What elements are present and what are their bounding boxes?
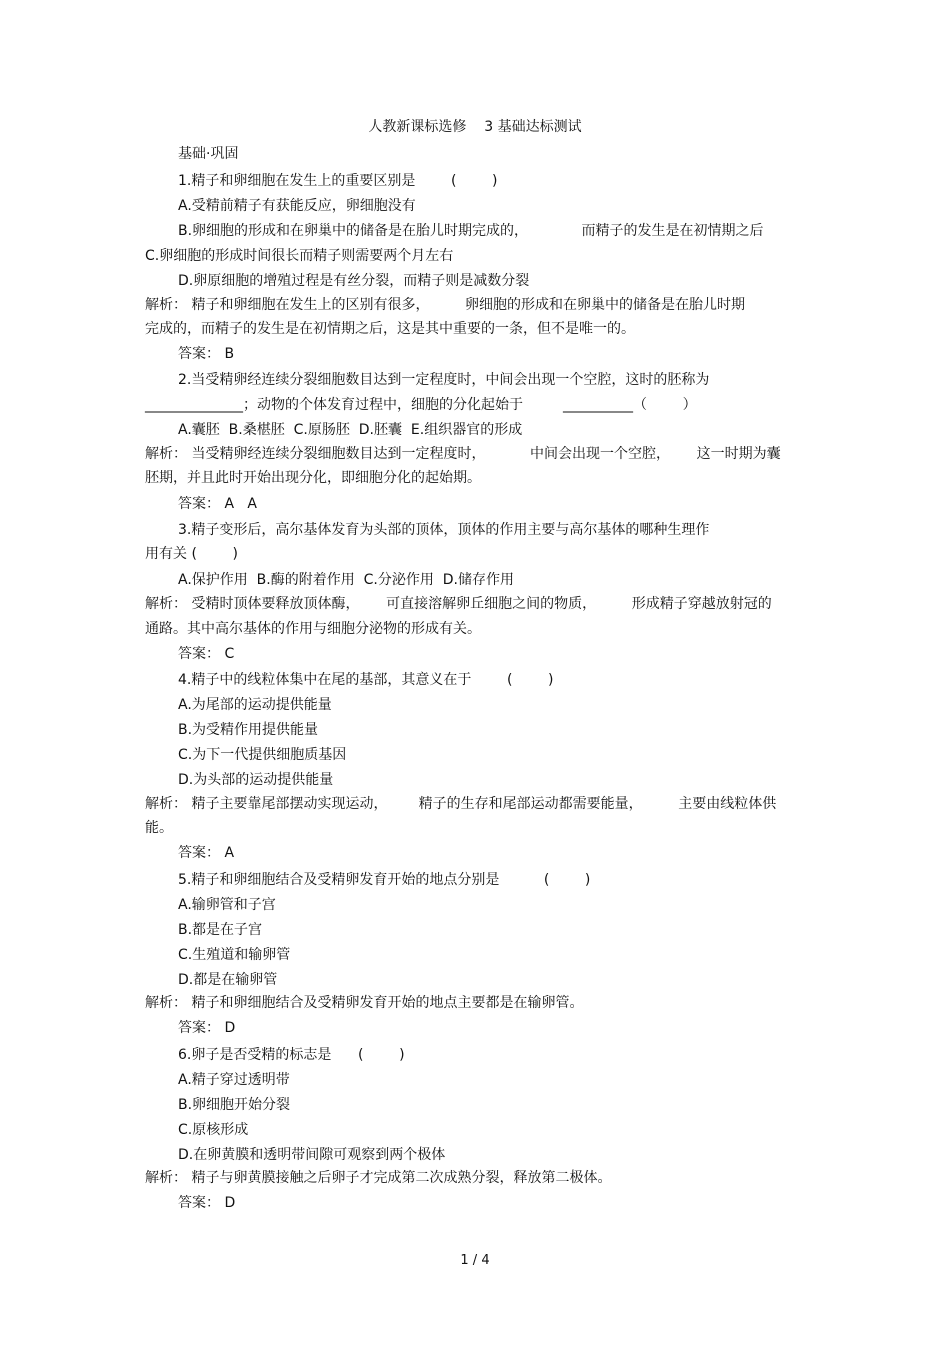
question-text: ______________；动物的个体发育过程中，细胞的分化起始于 __________（ ） (145, 397, 697, 413)
question-text: 6.卵子是否受精的标志是 ( ) (178, 1047, 405, 1063)
option-d: D.在卵黄膜和透明带间隙可观察到两个极体 (178, 1147, 446, 1163)
analysis-line: 解析： 受精时顶体要释放顶体酶， 可直接溶解卵丘细胞之间的物质， 形成精子穿越放射冠的 (145, 596, 772, 612)
option-b: B.都是在子宫 (178, 922, 263, 938)
analysis-line: 解析： 精子和卵细胞结合及受精卵发育开始的地点主要都是在输卵管。 (145, 995, 584, 1011)
question-text: 1.精子和卵细胞在发生上的重要区别是 ( ) (178, 173, 498, 189)
question-text: 4.精子中的线粒体集中在尾的基部，其意义在于 ( ) (178, 672, 554, 688)
option-b: B.为受精作用提供能量 (178, 722, 319, 738)
document-title: 人教新课标选修 3 基础达标测试 (368, 119, 582, 135)
answer: 答案： A (178, 845, 235, 861)
option-a: A.受精前精子有获能反应，卵细胞没有 (178, 198, 416, 214)
answer: 答案： B (178, 346, 235, 362)
analysis-line: 完成的，而精子的发生是在初情期之后，这是其中重要的一条，但不是唯一的。 (145, 321, 635, 337)
option-b: B.卵细胞的形成和在卵巢中的储备是在胎儿时期完成的， 而精子的发生是在初情期之后 (178, 223, 764, 239)
analysis-line: 能。 (145, 820, 173, 836)
option-b: B.卵细胞开始分裂 (178, 1097, 291, 1113)
question-text: 用有关 ( ) (145, 546, 238, 562)
analysis-line: 解析： 当受精卵经连续分裂细胞数目达到一定程度时， 中间会出现一个空腔， 这一时期为囊 (145, 446, 781, 462)
analysis-line: 通路。其中高尔基体的作用与细胞分泌物的形成有关。 (145, 621, 481, 637)
options: A.囊胚 B.桑椹胚 C.原肠胚 D.胚囊 E.组织器官的形成 (178, 422, 523, 438)
option-d: D.都是在输卵管 (178, 972, 278, 988)
question-text: 2.当受精卵经连续分裂细胞数目达到一定程度时，中间会出现一个空腔，这时的胚称为 (178, 372, 710, 388)
answer: 答案： A A (178, 496, 257, 512)
option-a: A.精子穿过透明带 (178, 1072, 290, 1088)
option-c: C.为下一代提供细胞质基因 (178, 747, 347, 763)
answer: 答案： D (178, 1195, 236, 1211)
analysis-line: 解析： 精子主要靠尾部摆动实现运动， 精子的生存和尾部运动都需要能量， 主要由线粒体供 (145, 796, 777, 812)
option-c: C.生殖道和输卵管 (178, 947, 291, 963)
option-a: A.为尾部的运动提供能量 (178, 697, 332, 713)
section-heading: 基础·巩固 (178, 146, 239, 162)
options: A.保护作用 B.酶的附着作用 C.分泌作用 D.储存作用 (178, 572, 514, 588)
question-text: 3.精子变形后，高尔基体发育为头部的顶体，顶体的作用主要与高尔基体的哪种生理作 (178, 522, 710, 538)
option-c: C.卵细胞的形成时间很长而精子则需要两个月左右 (145, 248, 454, 264)
option-c: C.原核形成 (178, 1122, 249, 1138)
answer: 答案： C (178, 646, 235, 662)
analysis-line: 胚期，并且此时开始出现分化，即细胞分化的起始期。 (145, 470, 481, 486)
analysis-line: 解析： 精子和卵细胞在发生上的区别有很多， 卵细胞的形成和在卵巢中的储备是在胎儿时期 (145, 297, 746, 313)
option-a: A.输卵管和子宫 (178, 897, 276, 913)
option-d: D.为头部的运动提供能量 (178, 772, 334, 788)
answer: 答案： D (178, 1020, 236, 1036)
option-d: D.卵原细胞的增殖过程是有丝分裂，而精子则是减数分裂 (178, 273, 530, 289)
page-number: 1 / 4 (460, 1253, 490, 1268)
question-text: 5.精子和卵细胞结合及受精卵发育开始的地点分别是 ( ) (178, 872, 591, 888)
analysis-line: 解析： 精子与卵黄膜接触之后卵子才完成第二次成熟分裂，释放第二极体。 (145, 1170, 612, 1186)
